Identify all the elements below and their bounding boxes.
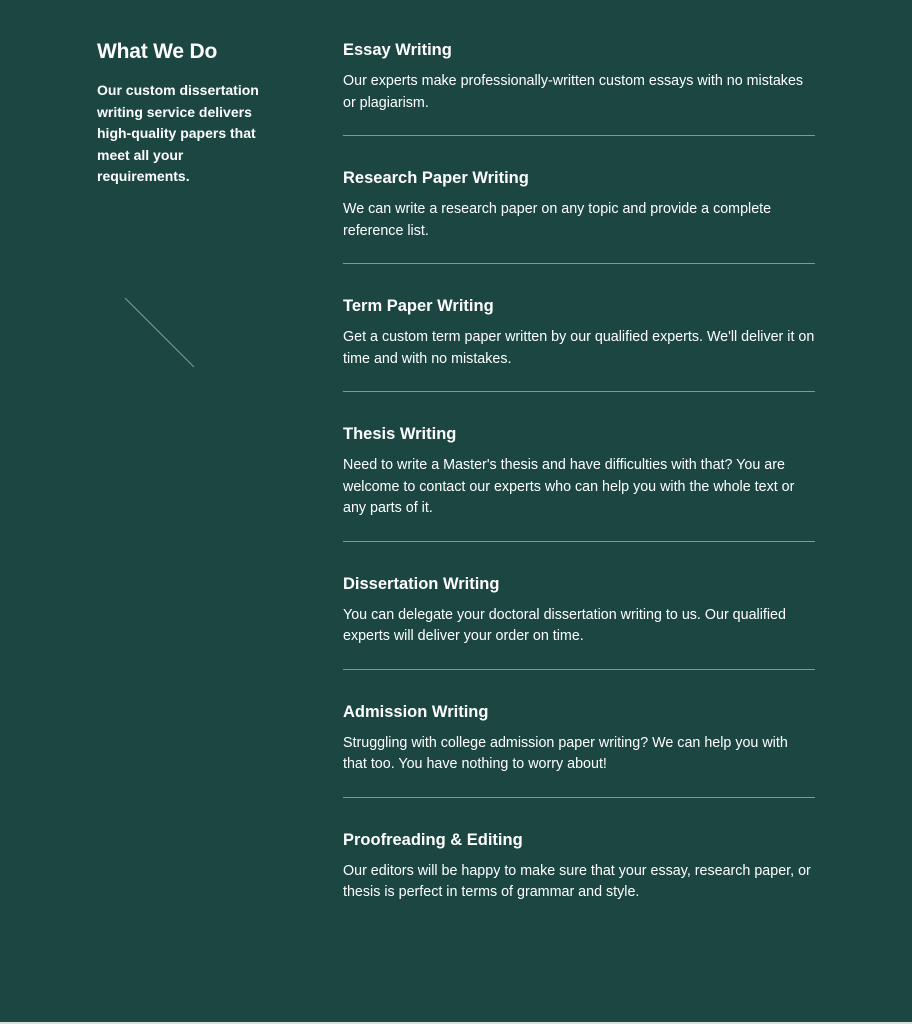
- service-description: We can write a research paper on any topic and provide a complete reference list.: [343, 201, 772, 239]
- intro-block: [97, 38, 277, 188]
- service-title: Admission Writing: [343, 702, 489, 721]
- section-title: What We Do: [97, 40, 218, 63]
- diagonal-line-decoration: [124, 297, 196, 369]
- services-list: [343, 38, 815, 925]
- service-item-proofreading-editing: [343, 828, 815, 925]
- service-description: Need to write a Master's thesis and have difficulties with that? You are welcome to contact our experts who can help you with the whole text or any parts of it.: [343, 457, 795, 516]
- service-item-thesis-writing: [343, 422, 815, 542]
- service-item-admission-writing: [343, 700, 815, 798]
- service-title: Dissertation Writing: [343, 574, 500, 593]
- service-title: Proofreading & Editing: [343, 830, 523, 849]
- service-item-research-paper-writing: [343, 166, 815, 264]
- service-title: Term Paper Writing: [343, 297, 494, 315]
- service-description: Our experts make professionally-written custom essays with no mistakes or plagiarism.: [343, 73, 804, 111]
- service-item-dissertation-writing: [343, 572, 815, 670]
- service-description: You can delegate your doctoral dissertation writing to us. Our qualified experts will deliver your order on time.: [343, 606, 786, 644]
- service-title: Research Paper Writing: [343, 169, 529, 187]
- service-item-term-paper-writing: [343, 294, 815, 392]
- service-description: Struggling with college admission paper writing? We can help you with that too. You have nothing to worry about!: [343, 734, 788, 772]
- service-item-essay-writing: [343, 38, 815, 136]
- section-description: Our custom dissertation writing service delivers high-quality papers that meet all your requirements.: [97, 82, 259, 184]
- service-description: Get a custom term paper written by our qualified experts. We'll deliver it on time and with no mistakes.: [343, 329, 815, 367]
- service-title: Essay Writing: [343, 41, 452, 59]
- service-title: Thesis Writing: [343, 425, 457, 443]
- service-description: Our editors will be happy to make sure that your essay, research paper, or thesis is perfect in terms of grammar and style.: [343, 862, 811, 900]
